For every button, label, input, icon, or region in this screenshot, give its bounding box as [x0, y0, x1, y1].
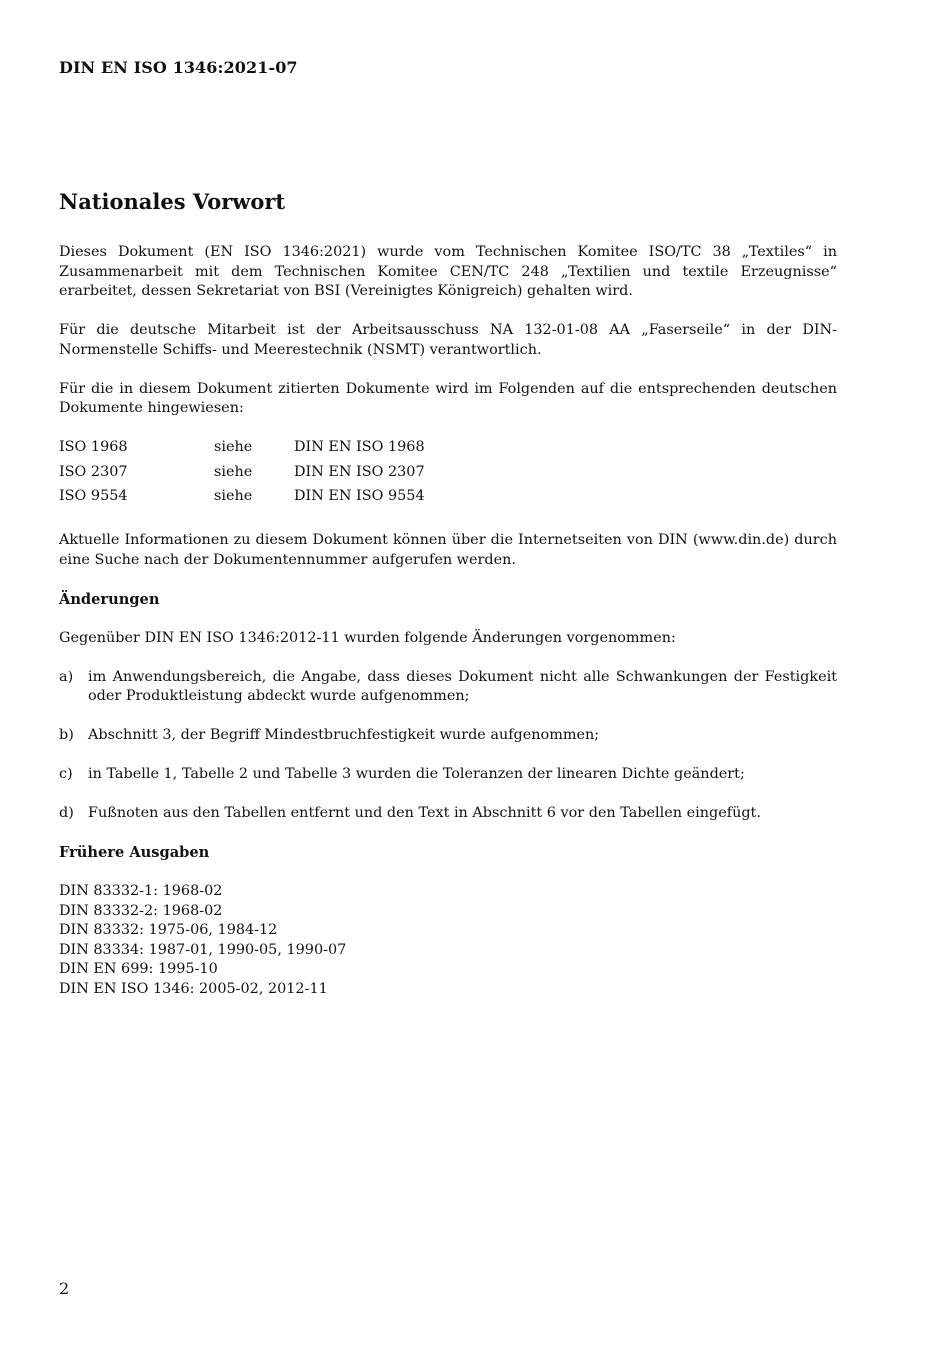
info-paragraph: Aktuelle Informationen zu diesem Dokument können über die Internetseiten von DIN (www.din.de) durch eine Suche nach der Dokumentennummer aufgerufen werden. [59, 532, 837, 568]
edition-line: DIN EN 699: 1995-10 [59, 961, 218, 977]
list-item [59, 726, 837, 746]
list-item-text: Fußnoten aus den Tabellen entfernt und den Text in Abschnitt 6 vor den Tabellen eingefügt. [88, 805, 761, 821]
reference-din: DIN EN ISO 2307 [294, 463, 425, 480]
list-item [59, 765, 837, 785]
reference-din: DIN EN ISO 1968 [294, 439, 425, 455]
list-item [59, 668, 837, 707]
list-item-marker: a) [59, 668, 74, 685]
table-row [59, 438, 425, 463]
list-item [59, 804, 837, 824]
table-row [59, 487, 425, 512]
edition-line: DIN 83332-2: 1968-02 [59, 902, 223, 919]
reference-iso: ISO 2307 [59, 463, 128, 480]
references-intro-paragraph: Für die in diesem Dokument zitierten Dokumente wird im Folgenden auf die entsprechenden deutschen Dokumente hingewiesen: [59, 380, 837, 416]
reference-iso: ISO 1968 [59, 439, 128, 455]
changes-intro: Gegenüber DIN EN ISO 1346:2012-11 wurden folgende Änderungen vorgenommen: [59, 629, 676, 646]
reference-iso: ISO 9554 [59, 488, 128, 504]
page-number: 2 [59, 1279, 70, 1298]
list-item-text: Abschnitt 3, der Begriff Mindestbruchfestigkeit wurde aufgenommen; [88, 727, 600, 743]
list-item-text: im Anwendungsbereich, die Angabe, dass dieses Dokument nicht alle Schwankungen der Festigkeit oder Produktleistung abdeckt wurde aufgenommen; [88, 668, 837, 704]
document-page [59, 0, 837, 1345]
changes-list [59, 668, 837, 824]
list-item-marker: c) [59, 766, 73, 782]
reference-relation: siehe [214, 463, 253, 480]
edition-line: DIN EN ISO 1346: 2005-02, 2012-11 [59, 980, 328, 997]
reference-relation: siehe [214, 439, 253, 455]
list-item-text: in Tabelle 1, Tabelle 2 und Tabelle 3 wurden die Toleranzen der linearen Dichte geändert; [88, 766, 745, 782]
responsibility-paragraph: Für die deutsche Mitarbeit ist der Arbeitsausschuss NA 132-01-08 AA „Faserseile“ in der DIN-Normenstelle Schiffs- und Meerestechnik (NSMT) verantwortlich. [59, 322, 837, 358]
reference-relation: siehe [214, 488, 253, 504]
list-item-marker: d) [59, 805, 74, 821]
changes-heading: Änderungen [59, 590, 160, 608]
document-id-header: DIN EN ISO 1346:2021-07 [59, 58, 298, 77]
edition-line: DIN 83334: 1987-01, 1990-05, 1990-07 [59, 941, 347, 958]
table-row [59, 463, 425, 488]
previous-editions-heading: Frühere Ausgaben [59, 844, 210, 861]
reference-table [59, 438, 425, 512]
edition-line: DIN 83332: 1975-06, 1984-12 [59, 922, 278, 938]
section-title: Nationales Vorwort [59, 189, 286, 214]
page-content [59, 187, 837, 999]
reference-din: DIN EN ISO 9554 [294, 488, 425, 504]
edition-line: DIN 83332-1: 1968-02 [59, 883, 223, 899]
previous-editions-list [59, 882, 837, 999]
intro-paragraph: Dieses Dokument (EN ISO 1346:2021) wurde vom Technischen Komitee ISO/TC 38 „Textiles“ in Zusammenarbeit mit dem Technischen Komitee CEN/TC 248 „Textilien und textile Erzeugnisse“ erarbeitet, dessen Sekretariat von BSI (Vereinigtes Königreich) gehalten wird. [59, 244, 837, 299]
list-item-marker: b) [59, 727, 74, 743]
